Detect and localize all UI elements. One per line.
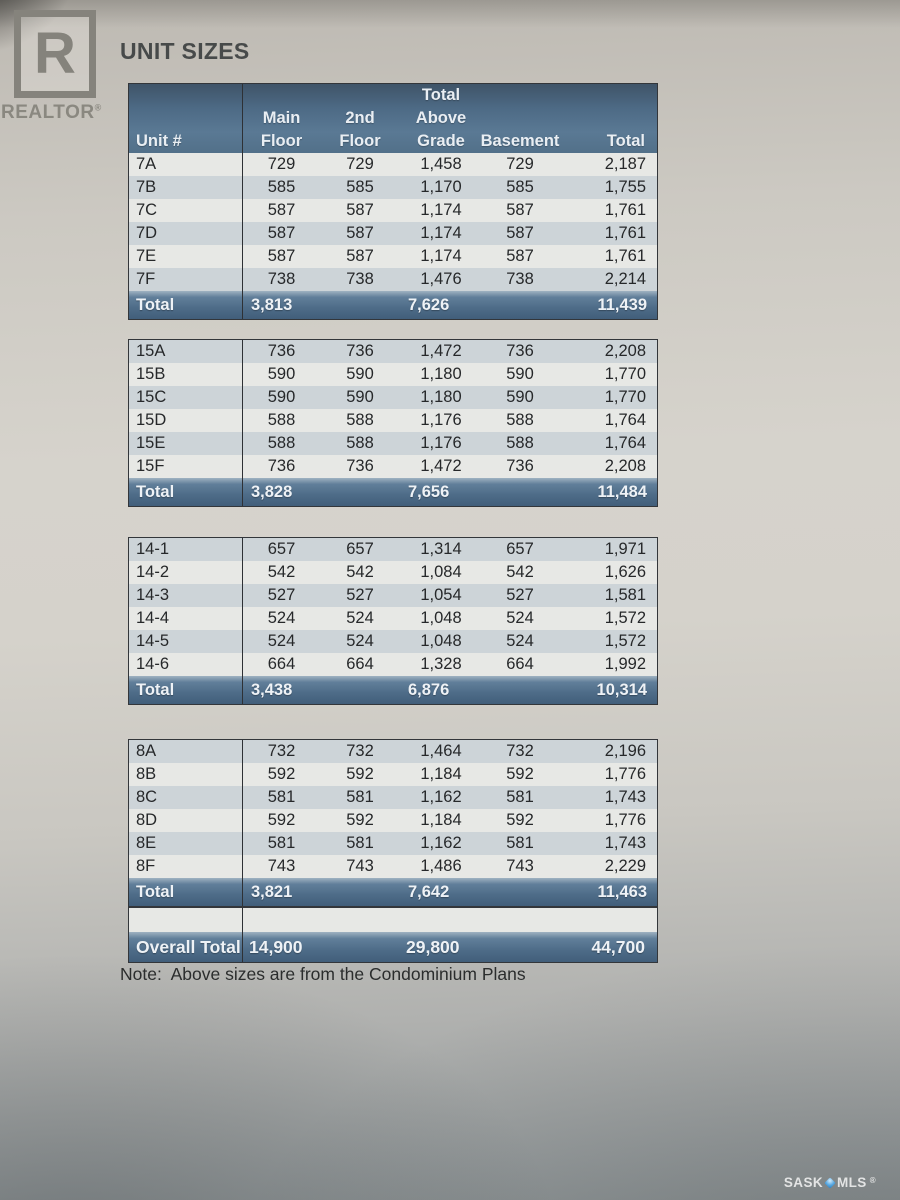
unit-table-section bbox=[128, 339, 658, 507]
total-cell: 1,572 bbox=[604, 609, 646, 627]
total-cell: 1,755 bbox=[604, 178, 646, 196]
column-header-basement: Basement bbox=[480, 132, 560, 151]
main-floor-cell: 587 bbox=[267, 247, 296, 265]
spacer-row bbox=[129, 908, 657, 932]
basement-cell: 743 bbox=[506, 857, 534, 875]
main-floor-cell: 585 bbox=[267, 178, 296, 196]
above-grade-cell: 1,486 bbox=[420, 857, 462, 875]
total-second-floor-cell bbox=[320, 478, 400, 506]
total-cell: 1,761 bbox=[604, 224, 646, 242]
unit-table-section bbox=[128, 537, 658, 705]
second-floor-cell: 736 bbox=[346, 342, 374, 360]
overall-above-grade-cell: 29,800 bbox=[406, 937, 460, 957]
table-row bbox=[129, 607, 657, 630]
basement-cell: 738 bbox=[506, 270, 534, 288]
realtor-logo bbox=[14, 10, 96, 98]
unit-table-section bbox=[128, 739, 658, 907]
table-row bbox=[129, 222, 657, 245]
table-row bbox=[129, 340, 657, 363]
unit-cell: 8F bbox=[129, 855, 243, 878]
note-text: Note: Above sizes are from the Condominium Plans bbox=[120, 964, 526, 984]
basement-cell: 588 bbox=[506, 411, 534, 429]
main-floor-cell: 736 bbox=[267, 342, 296, 360]
basement-cell: 732 bbox=[506, 742, 534, 760]
table-row bbox=[129, 153, 657, 176]
second-floor-cell: 729 bbox=[346, 155, 374, 173]
realtor-wordmark: REALTOR® bbox=[1, 102, 102, 123]
basement-cell: 736 bbox=[506, 457, 534, 475]
total-row bbox=[129, 291, 657, 319]
table-row bbox=[129, 409, 657, 432]
table-row bbox=[129, 455, 657, 478]
second-floor-cell: 588 bbox=[346, 434, 374, 452]
unit-sizes-tables bbox=[128, 83, 658, 963]
table-row bbox=[129, 809, 657, 832]
main-floor-cell: 587 bbox=[267, 224, 296, 242]
above-grade-cell: 1,314 bbox=[420, 540, 462, 558]
above-grade-cell: 1,054 bbox=[420, 586, 462, 604]
total-cell: 1,776 bbox=[604, 765, 646, 783]
unit-cell: 8A bbox=[129, 740, 243, 763]
total-basement-cell bbox=[482, 291, 558, 319]
total-label: Total bbox=[129, 291, 243, 319]
table-header-row bbox=[129, 84, 657, 153]
main-floor-cell: 587 bbox=[267, 201, 296, 219]
total-main-floor-cell: 3,821 bbox=[251, 883, 293, 901]
unit-cell: 7B bbox=[129, 176, 243, 199]
above-grade-cell: 1,084 bbox=[420, 563, 462, 581]
total-cell: 1,992 bbox=[604, 655, 646, 673]
basement-cell: 657 bbox=[506, 540, 534, 558]
second-floor-cell: 524 bbox=[346, 632, 374, 650]
basement-cell: 524 bbox=[506, 632, 534, 650]
overall-total-label: Overall Total bbox=[129, 932, 243, 962]
total-cell: 1,764 bbox=[604, 434, 646, 452]
table-row bbox=[129, 363, 657, 386]
above-grade-cell: 1,184 bbox=[420, 811, 462, 829]
above-grade-cell: 1,180 bbox=[420, 388, 462, 406]
sask-mls-watermark bbox=[784, 1175, 876, 1190]
total-cell: 2,229 bbox=[604, 857, 646, 875]
total-second-floor-cell bbox=[320, 291, 400, 319]
basement-cell: 587 bbox=[506, 201, 534, 219]
total-second-floor-cell bbox=[320, 676, 400, 704]
page-title: UNIT SIZES bbox=[120, 38, 250, 64]
above-grade-cell: 1,180 bbox=[420, 365, 462, 383]
total-cell: 1,971 bbox=[604, 540, 646, 558]
mls-pin-icon bbox=[824, 1177, 835, 1188]
spacer-cell bbox=[400, 908, 482, 932]
main-floor-cell: 524 bbox=[267, 632, 296, 650]
basement-cell: 590 bbox=[506, 365, 534, 383]
basement-cell: 581 bbox=[506, 788, 534, 806]
total-cell: 1,626 bbox=[604, 563, 646, 581]
second-floor-cell: 527 bbox=[346, 586, 374, 604]
second-floor-cell: 592 bbox=[346, 765, 374, 783]
second-floor-cell: 736 bbox=[346, 457, 374, 475]
second-floor-cell: 738 bbox=[346, 270, 374, 288]
main-floor-cell: 588 bbox=[267, 411, 296, 429]
total-cell: 2,208 bbox=[604, 342, 646, 360]
total-cell: 1,743 bbox=[604, 834, 646, 852]
unit-cell: 15E bbox=[129, 432, 243, 455]
registered-mark: ® bbox=[869, 1176, 876, 1185]
overall-total-row bbox=[129, 932, 657, 962]
second-floor-cell: 590 bbox=[346, 365, 374, 383]
unit-cell: 14-2 bbox=[129, 561, 243, 584]
table-row bbox=[129, 386, 657, 409]
above-grade-cell: 1,170 bbox=[420, 178, 462, 196]
watermark-mls-label: MLS bbox=[837, 1175, 867, 1190]
table-row bbox=[129, 786, 657, 809]
second-floor-cell: 587 bbox=[346, 201, 374, 219]
unit-cell: 8C bbox=[129, 786, 243, 809]
main-floor-cell: 657 bbox=[267, 540, 296, 558]
above-grade-cell: 1,174 bbox=[420, 201, 462, 219]
second-floor-cell: 732 bbox=[346, 742, 374, 760]
table-row bbox=[129, 199, 657, 222]
spacer-cell bbox=[482, 908, 558, 932]
realtor-r-icon: R bbox=[34, 21, 76, 86]
unit-cell: 7E bbox=[129, 245, 243, 268]
above-grade-cell: 1,048 bbox=[420, 609, 462, 627]
table-row bbox=[129, 832, 657, 855]
unit-cell: 8D bbox=[129, 809, 243, 832]
overall-basement-cell bbox=[482, 932, 558, 962]
second-floor-cell: 657 bbox=[346, 540, 374, 558]
second-floor-cell: 542 bbox=[346, 563, 374, 581]
unit-table-section bbox=[128, 83, 658, 320]
total-total-cell: 11,484 bbox=[597, 483, 647, 501]
main-floor-cell: 581 bbox=[267, 834, 296, 852]
main-floor-cell: 592 bbox=[267, 765, 296, 783]
main-floor-cell: 743 bbox=[267, 857, 296, 875]
above-grade-cell: 1,174 bbox=[420, 224, 462, 242]
total-cell: 2,187 bbox=[604, 155, 646, 173]
above-grade-cell: 1,328 bbox=[420, 655, 462, 673]
total-row bbox=[129, 878, 657, 906]
unit-cell: 7C bbox=[129, 199, 243, 222]
total-main-floor-cell: 3,813 bbox=[251, 296, 293, 314]
above-grade-cell: 1,464 bbox=[420, 742, 462, 760]
total-row bbox=[129, 676, 657, 704]
unit-cell: 7A bbox=[129, 153, 243, 176]
unit-cell: 15B bbox=[129, 363, 243, 386]
unit-cell: 14-4 bbox=[129, 607, 243, 630]
second-floor-cell: 585 bbox=[346, 178, 374, 196]
basement-cell: 527 bbox=[506, 586, 534, 604]
main-floor-cell: 736 bbox=[267, 457, 296, 475]
basement-cell: 736 bbox=[506, 342, 534, 360]
table-row bbox=[129, 245, 657, 268]
second-floor-cell: 581 bbox=[346, 788, 374, 806]
total-cell: 1,770 bbox=[604, 365, 646, 383]
unit-cell: 7D bbox=[129, 222, 243, 245]
above-grade-cell: 1,162 bbox=[420, 834, 462, 852]
second-floor-cell: 664 bbox=[346, 655, 374, 673]
second-floor-cell: 590 bbox=[346, 388, 374, 406]
registered-mark: ® bbox=[94, 102, 102, 113]
table-row bbox=[129, 561, 657, 584]
total-cell: 1,743 bbox=[604, 788, 646, 806]
unit-cell: 15F bbox=[129, 455, 243, 478]
main-floor-cell: 524 bbox=[267, 609, 296, 627]
total-cell: 1,770 bbox=[604, 388, 646, 406]
total-above-grade-cell: 7,626 bbox=[408, 296, 450, 314]
spacer-cell bbox=[243, 908, 320, 932]
total-total-cell: 11,439 bbox=[597, 296, 647, 314]
basement-cell: 729 bbox=[506, 155, 534, 173]
above-grade-cell: 1,174 bbox=[420, 247, 462, 265]
main-floor-cell: 527 bbox=[267, 586, 296, 604]
table-row bbox=[129, 855, 657, 878]
column-header-above: Total Above Grade bbox=[415, 86, 467, 151]
basement-cell: 524 bbox=[506, 609, 534, 627]
unit-cell: 15D bbox=[129, 409, 243, 432]
basement-cell: 592 bbox=[506, 765, 534, 783]
table-row bbox=[129, 268, 657, 291]
main-floor-cell: 542 bbox=[267, 563, 296, 581]
main-floor-cell: 729 bbox=[267, 155, 296, 173]
overall-main-floor-cell: 14,900 bbox=[249, 937, 303, 957]
total-total-cell: 11,463 bbox=[597, 883, 647, 901]
basement-cell: 587 bbox=[506, 247, 534, 265]
unit-cell: 14-3 bbox=[129, 584, 243, 607]
column-header-total: Total bbox=[606, 132, 645, 151]
second-floor-cell: 524 bbox=[346, 609, 374, 627]
second-floor-cell: 592 bbox=[346, 811, 374, 829]
main-floor-cell: 738 bbox=[267, 270, 296, 288]
basement-cell: 542 bbox=[506, 563, 534, 581]
total-second-floor-cell bbox=[320, 878, 400, 906]
above-grade-cell: 1,458 bbox=[420, 155, 462, 173]
total-label: Total bbox=[129, 878, 243, 906]
watermark-sask-label: SASK bbox=[783, 1175, 823, 1190]
spacer-unit-cell bbox=[129, 908, 243, 932]
main-floor-cell: 581 bbox=[267, 788, 296, 806]
table-row bbox=[129, 740, 657, 763]
basement-cell: 585 bbox=[506, 178, 534, 196]
basement-cell: 664 bbox=[506, 655, 534, 673]
above-grade-cell: 1,476 bbox=[420, 270, 462, 288]
basement-cell: 590 bbox=[506, 388, 534, 406]
main-floor-cell: 590 bbox=[267, 365, 296, 383]
total-cell: 2,214 bbox=[604, 270, 646, 288]
total-cell: 1,764 bbox=[604, 411, 646, 429]
total-label: Total bbox=[129, 676, 243, 704]
table-row bbox=[129, 538, 657, 561]
spacer-cell bbox=[320, 908, 400, 932]
total-cell: 1,572 bbox=[604, 632, 646, 650]
above-grade-cell: 1,162 bbox=[420, 788, 462, 806]
total-main-floor-cell: 3,828 bbox=[251, 483, 293, 501]
table-row bbox=[129, 584, 657, 607]
column-header-main: Main Floor bbox=[260, 109, 303, 151]
second-floor-cell: 581 bbox=[346, 834, 374, 852]
table-row bbox=[129, 653, 657, 676]
column-header-unit: Unit # bbox=[129, 84, 243, 158]
table-row bbox=[129, 176, 657, 199]
table-row bbox=[129, 630, 657, 653]
total-cell: 2,208 bbox=[604, 457, 646, 475]
total-main-floor-cell: 3,438 bbox=[251, 681, 293, 699]
overall-total-section bbox=[128, 907, 658, 963]
total-above-grade-cell: 6,876 bbox=[408, 681, 450, 699]
above-grade-cell: 1,176 bbox=[420, 411, 462, 429]
total-cell: 1,581 bbox=[604, 586, 646, 604]
basement-cell: 588 bbox=[506, 434, 534, 452]
total-basement-cell bbox=[482, 676, 558, 704]
total-cell: 2,196 bbox=[604, 742, 646, 760]
above-grade-cell: 1,472 bbox=[420, 342, 462, 360]
above-grade-cell: 1,048 bbox=[420, 632, 462, 650]
main-floor-cell: 664 bbox=[267, 655, 296, 673]
total-total-cell: 10,314 bbox=[596, 681, 647, 699]
unit-cell: 15C bbox=[129, 386, 243, 409]
basement-cell: 581 bbox=[506, 834, 534, 852]
second-floor-cell: 588 bbox=[346, 411, 374, 429]
main-floor-cell: 592 bbox=[267, 811, 296, 829]
total-cell: 1,761 bbox=[604, 247, 646, 265]
unit-cell: 14-5 bbox=[129, 630, 243, 653]
total-above-grade-cell: 7,642 bbox=[408, 883, 450, 901]
overall-total-cell: 44,700 bbox=[591, 937, 645, 957]
total-row bbox=[129, 478, 657, 506]
main-floor-cell: 732 bbox=[267, 742, 296, 760]
overall-second-floor-cell bbox=[320, 932, 400, 962]
main-floor-cell: 590 bbox=[267, 388, 296, 406]
unit-cell: 14-1 bbox=[129, 538, 243, 561]
above-grade-cell: 1,472 bbox=[420, 457, 462, 475]
unit-cell: 14-6 bbox=[129, 653, 243, 676]
column-header-second: 2nd Floor bbox=[339, 109, 381, 151]
table-row bbox=[129, 432, 657, 455]
second-floor-cell: 587 bbox=[346, 247, 374, 265]
total-basement-cell bbox=[482, 478, 558, 506]
unit-cell: 7F bbox=[129, 268, 243, 291]
unit-cell: 15A bbox=[129, 340, 243, 363]
total-basement-cell bbox=[482, 878, 558, 906]
basement-cell: 592 bbox=[506, 811, 534, 829]
unit-cell: 8B bbox=[129, 763, 243, 786]
spacer-cell bbox=[558, 908, 657, 932]
above-grade-cell: 1,176 bbox=[420, 434, 462, 452]
second-floor-cell: 587 bbox=[346, 224, 374, 242]
basement-cell: 587 bbox=[506, 224, 534, 242]
unit-cell: 8E bbox=[129, 832, 243, 855]
second-floor-cell: 743 bbox=[346, 857, 374, 875]
main-floor-cell: 588 bbox=[267, 434, 296, 452]
total-cell: 1,776 bbox=[604, 811, 646, 829]
table-row bbox=[129, 763, 657, 786]
above-grade-cell: 1,184 bbox=[420, 765, 462, 783]
total-above-grade-cell: 7,656 bbox=[408, 483, 450, 501]
total-cell: 1,761 bbox=[604, 201, 646, 219]
total-label: Total bbox=[129, 478, 243, 506]
